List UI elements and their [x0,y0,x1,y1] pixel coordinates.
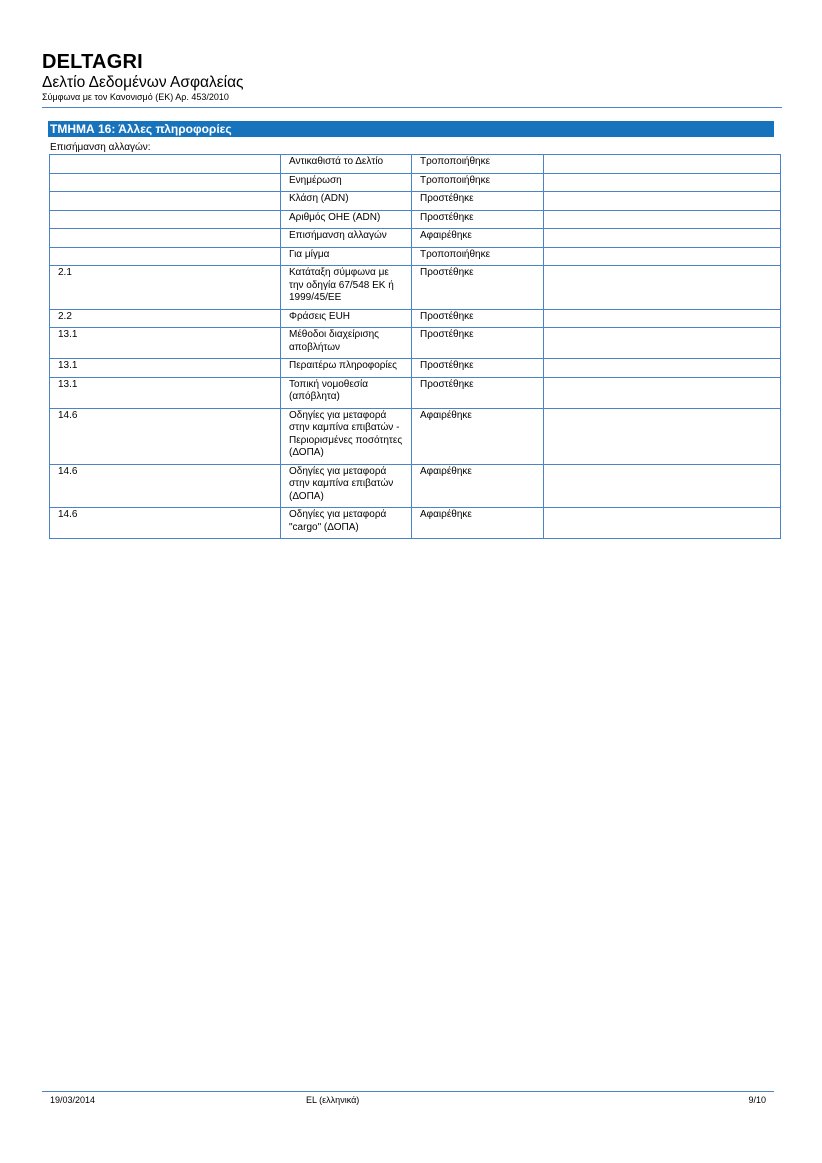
section-cell [50,229,281,248]
note-cell [544,155,781,174]
item-cell: Οδηγίες για μεταφορά στην καμπίνα επιβατών (ΔΟΠΑ) [281,464,412,508]
table-row [50,173,781,192]
changes-label: Επισήμανση αλλαγών: [50,142,151,153]
table-row [50,328,781,359]
section-cell [50,173,281,192]
item-cell: Για μίγμα [281,247,412,266]
table-row [50,408,781,464]
change-cell: Τροποποιήθηκε [412,155,544,174]
company-name: DELTAGRI [42,51,143,73]
item-cell: Αριθμός ΟΗΕ (ADN) [281,210,412,229]
item-cell: Επισήμανση αλλαγών [281,229,412,248]
note-cell [544,192,781,211]
table-row [50,229,781,248]
change-cell: Αφαιρέθηκε [412,408,544,464]
table-row [50,464,781,508]
item-cell: Οδηγίες για μεταφορά στην καμπίνα επιβατών - Περιορισμένες ποσότητες (ΔΟΠΑ) [281,408,412,464]
table-row [50,359,781,378]
section-heading: ΤΜΗΜΑ 16: Άλλες πληροφορίες [48,121,774,137]
table-row [50,377,781,408]
table-row [50,210,781,229]
change-cell: Προστέθηκε [412,266,544,310]
section-cell: 13.1 [50,328,281,359]
change-cell: Προστέθηκε [412,309,544,328]
change-cell: Προστέθηκε [412,192,544,211]
changes-table [49,154,781,539]
note-cell [544,377,781,408]
table-row [50,192,781,211]
note-cell [544,359,781,378]
item-cell: Ενημέρωση [281,173,412,192]
note-cell [544,309,781,328]
note-cell [544,247,781,266]
footer-divider [42,1091,774,1092]
change-cell: Αφαιρέθηκε [412,508,544,539]
table-row [50,247,781,266]
changes-table-body [50,155,781,539]
item-cell: Τοπική νομοθεσία (απόβλητα) [281,377,412,408]
change-cell: Τροποποιήθηκε [412,247,544,266]
header-divider [42,107,782,108]
section-cell [50,192,281,211]
change-cell: Προστέθηκε [412,210,544,229]
item-cell: Κλάση (ADN) [281,192,412,211]
section-cell [50,247,281,266]
note-cell [544,229,781,248]
document-header [42,50,782,103]
note-cell [544,508,781,539]
item-cell: Οδηγίες για μεταφορά "cargo" (ΔΟΠΑ) [281,508,412,539]
table-row [50,155,781,174]
regulation-reference: Σύμφωνα με τον Κανονισμό (ΕΚ) Αρ. 453/2010 [42,92,229,102]
note-cell [544,210,781,229]
section-cell: 2.2 [50,309,281,328]
section-cell: 13.1 [50,359,281,378]
section-cell [50,210,281,229]
note-cell [544,266,781,310]
table-row [50,508,781,539]
note-cell [544,328,781,359]
section-cell: 14.6 [50,464,281,508]
change-cell: Προστέθηκε [412,377,544,408]
section-cell: 14.6 [50,508,281,539]
item-cell: Μέθοδοι διαχείρισης αποβλήτων [281,328,412,359]
change-cell: Αφαιρέθηκε [412,464,544,508]
change-cell: Τροποποιήθηκε [412,173,544,192]
table-row [50,266,781,310]
change-cell: Προστέθηκε [412,328,544,359]
item-cell: Αντικαθιστά το Δελτίο [281,155,412,174]
note-cell [544,408,781,464]
note-cell [544,464,781,508]
footer-page-number: 9/10 [748,1095,766,1105]
document-title: Δελτίο Δεδομένων Ασφαλείας [42,74,244,91]
change-cell: Προστέθηκε [412,359,544,378]
section-cell: 14.6 [50,408,281,464]
section-cell [50,155,281,174]
section-cell: 13.1 [50,377,281,408]
change-cell: Αφαιρέθηκε [412,229,544,248]
item-cell: Κατάταξη σύμφωνα με την οδηγία 67/548 ΕΚ ή 1999/45/ΕΕ [281,266,412,310]
footer-date: 19/03/2014 [50,1095,96,1105]
table-row [50,309,781,328]
item-cell: Φράσεις EUH [281,309,412,328]
item-cell: Περαιτέρω πληροφορίες [281,359,412,378]
note-cell [544,173,781,192]
footer-language: EL (ελληνικά) [306,1095,360,1105]
section-cell: 2.1 [50,266,281,310]
